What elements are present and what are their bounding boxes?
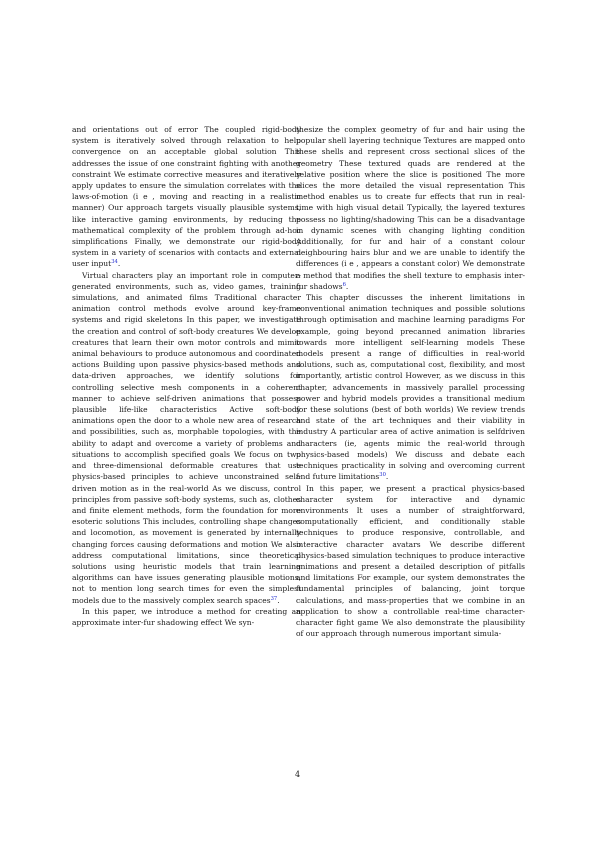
citation-link[interactable]: 6 (342, 281, 346, 288)
paragraph: Virtual characters play an important role in computer-generated environments, such as, video games, training simulations, and animated films Traditional character animation control methods evolve around key-frame systems and rigid skeletons In this paper, we investigate the creation and control of soft-body creatures We develop creatures that learn their own motor controls and mimic animal behaviours to produce autonomous and coordinated actions Building upon passive physics-based methods and data-driven approaches, we identify solutions for controlling selective mesh components in a coherent manner to achieve self-driven animations that possess plausible life-like characteristics Active soft-body animations open the door to a whole new area of research and possibilities, such as, morphable topologies, with the ability to adapt and overcome a variety of problems and situations to accomplish specified goals We focus on two and three-dimensional deformable creatures that use physics-based principles to achieve unconstrained self-driven motion as in the real-world As we discuss, control principles from passive soft-body systems, such as, clothes and finite element methods, form the foundation for more esoteric solutions This includes, controlling shape changes and locomotion, as movement is generated by internally changing forces causing deformations and motion We also address computational limitations, since theoretical solutions using heuristic models that train learning algorithms can have issues generating plausible motions, not to mention long search times for even the simplest models due to the massively complex search spaces$^{37}$. (72, 270, 301, 605)
paragraph-text: This chapter discusses the inherent limitations in conventional animation techniques and possible solutions through optimisation and machine learning paradigms For example, going beyond precanned animation libraries towards more intelligent self-learning models These models present a range of difficulties in real-world solutions, such as, computational cost, flexibility, and most importantly, artistic control However, as we discuss in this chapter, advancements in massively parallel processing power and hybrid models provides a transitional medium for these solutions (best of both worlds) We review trends and state of the art techniques and their viability in industry A particular area of active animation is selfdriven characters (ie, agents mimic the real-world through physics-based models) We discuss and debate each techniques practicality in solving and overcoming current and future limitations (296, 293, 525, 482)
paragraph-text: thesize the complex geometry of fur and hair using the popular shell layering technique Textures are mapped onto these shells and represent cross sectional slices of the geometry These textured quads are rendered at the relative position where the slice is positioned The more slices the more detailed the visual representation This method enables us to create fur effects that run in real-time with high visual detail Typically, the layered textures possess no lighting/shadowing This can be a disadvantage in dynamic scenes with changing lighting condition Additionally, for fur and hair of a constant colour neighbouring hairs blur and we are unable to identify the differences (i e , appears a constant color) We demonstrate a method that modifies the shell texture to emphasis inter-fur shadows (296, 125, 525, 291)
citation-link[interactable]: 37 (270, 595, 278, 602)
paragraph-text: and orientations out of error The coupled rigid-body system is iteratively solved through relaxation to help convergence on an acceptable global solution This addresses the issue of one constraint fighting with another constraint We estimate corrective measures and iteratively apply updates to ensure the simulation correlates with the laws-of-motion (i e , moving and reacting in a realistic manner) Our approach targets visually plausible systems, like interactive gaming environments, by reducing the mathematical complexity of the problem through ad-hoc simplifications Finally, we demonstrate our rigid-body system in a variety of scenarios with contacts and external user input (72, 125, 301, 269)
paragraph-text: Virtual characters play an important role in computer-generated environments, such as, video games, training simulations, and animated films Traditional character animation control methods evolve around key-frame systems and rigid skeletons In this paper, we investigate the creation and control of soft-body creatures We develop creatures that learn their own motor controls and mimic animal behaviours to produce autonomous and coordinated actions Building upon passive physics-based methods and data-driven approaches, we identify solutions for controlling selective mesh components in a coherent manner to achieve self-driven animations that possess plausible life-like characteristics Active soft-body animations open the door to a whole new area of research and possibilities, such as, morphable topologies, with the ability to adapt and overcome a variety of problems and situations to accomplish specified goals We focus on two and three-dimensional deformable creatures that use physics-based principles to achieve unconstrained self-driven motion as in the real-world As we discuss, control principles from passive soft-body systems, such as, clothes and finite element methods, form the foundation for more esoteric solutions This includes, controlling shape changes and locomotion, as movement is generated by internally changing forces causing deformations and motion We also address computational limitations, since theoretical solutions using heuristic models that train learning algorithms can have issues generating plausible motions, not to mention long search times for even the simplest models due to the massively complex search spaces (72, 270, 301, 605)
paragraph-text: In this paper, we present a practical physics-based character system for interactive and dynamic environments It uses a number of straightforward, computationally efficient, and conditionally stable techniques to produce responsive, controllable, and interactive character avatars We describe different physics-based simulation techniques to produce interactive animations and present a detailed description of pitfalls and limitations For example, our system demonstrates the fundamental principles of balancing, joint torque calculations, and mass-properties that we combine in an application to show a controllable real-time character-character fight game We also demonstrate the plausibility of our approach through numerous important simula- (296, 483, 525, 639)
paragraph (72, 606, 301, 628)
paragraph-text: In this paper, we introduce a method for creating an approximate inter-fur shadowing effect We syn- (72, 606, 301, 627)
paragraph: and orientations out of error The coupled rigid-body system is iteratively solved through relaxation to help convergence on an acceptable global solution This addresses the issue of one constraint fighting with another constraint We estimate corrective measures and iteratively apply updates to ensure the simulation correlates with the laws-of-motion (i e , moving and reacting in a realistic manner) Our approach targets visually plausible systems, like interactive gaming environments, by reducing the mathematical complexity of the problem through ad-hoc simplifications Finally, we demonstrate our rigid-body system in a variety of scenarios with contacts and external user input$^{34}$. (72, 125, 301, 269)
page-number: 4 (294, 770, 301, 779)
paragraph: thesize the complex geometry of fur and hair using the popular shell layering technique Textures are mapped onto these shells and represent cross sectional slices of the geometry These textured quads are rendered at the relative position where the slice is positioned The more slices the more detailed the visual representation This method enables us to create fur effects that run in real-time with high visual detail Typically, the layered textures possess no lighting/shadowing This can be a disadvantage in dynamic scenes with changing lighting condition Additionally, for fur and hair of a constant colour neighbouring hairs blur and we are unable to identify the differences (i e , appears a constant color) We demonstrate a method that modifies the shell texture to emphasis inter-fur shadows$^6$. (296, 125, 525, 291)
citation-link[interactable]: 30 (379, 472, 386, 479)
right-text-column (296, 124, 525, 639)
paragraph (296, 483, 525, 640)
paragraph: This chapter discusses the inherent limitations in conventional animation techniques and possible solutions through optimisation and machine learning paradigms For example, going beyond precanned animation libraries towards more intelligent self-learning models These models present a range of difficulties in real-world solutions, such as, computational cost, flexibility, and most importantly, artistic control However, as we discuss in this chapter, advancements in massively parallel processing power and hybrid models provides a transitional medium for these solutions (best of both worlds) We review trends and state of the art techniques and their viability in industry A particular area of active animation is selfdriven characters (ie, agents mimic the real-world through physics-based models) We discuss and debate each techniques practicality in solving and overcoming current and future limitations$^{30}$. (296, 293, 525, 482)
left-text-column (72, 124, 301, 628)
citation-link[interactable]: 34 (111, 259, 118, 266)
